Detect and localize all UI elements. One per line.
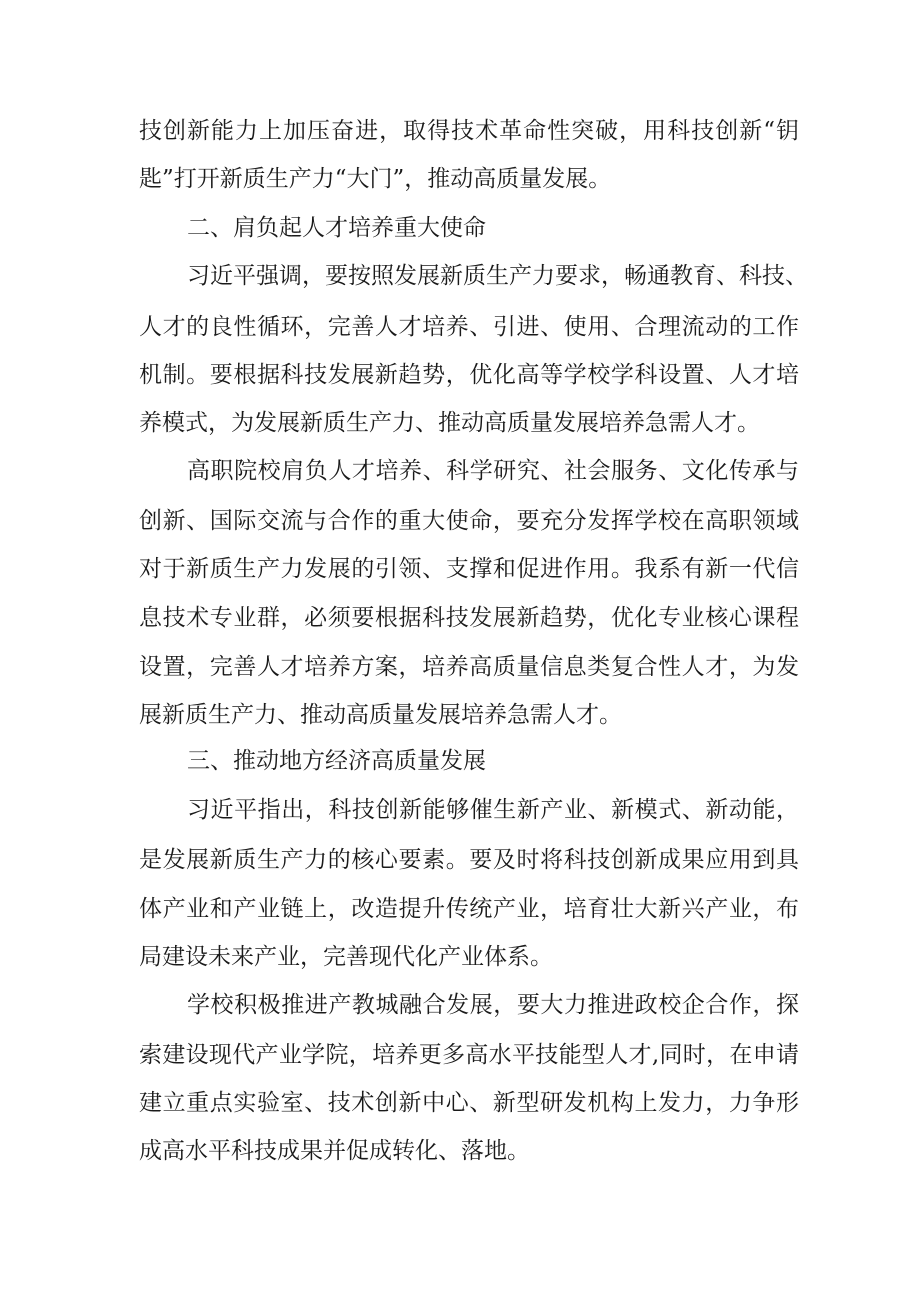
paragraph-line: 建立重点实验室、技术创新中心、新型研发机构上发力，力争形 (139, 1090, 799, 1116)
paragraph-line: 成高水平科技成果并促成转化、落地。 (139, 1138, 530, 1164)
paragraph-line: 高职院校肩负人才培养、科学研究、社会服务、文化传承与 (187, 458, 799, 484)
paragraph-line: 息技术专业群，必须要根据科技发展新趋势，优化专业核心课程 (139, 605, 799, 631)
paragraph-line: 习近平指出，科技创新能够催生新产业、新模式、新动能， (187, 797, 799, 823)
paragraph-line: 对于新质生产力发展的引领、支撑和促进作用。我系有新一代信 (139, 556, 799, 582)
paragraph-line: 匙”打开新质生产力“大门”，推动高质量发展。 (139, 166, 612, 192)
paragraph-line: 习近平强调，要按照发展新质生产力要求，畅通教育、科技、 (187, 263, 808, 289)
paragraph-line: 机制。要根据科技发展新趋势，优化高等学校学科设置、人才培 (139, 362, 799, 388)
paragraph-line: 索建设现代产业学院，培养更多高水平技能型人才,同时，在申请 (139, 1042, 799, 1068)
paragraph-line: 养模式，为发展新质生产力、推动高质量发展培养急需人才。 (139, 410, 760, 436)
paragraph-line: 创新、国际交流与合作的重大使命，要充分发挥学校在高职领域 (139, 508, 799, 534)
paragraph-line: 学校积极推进产教城融合发展，要大力推进政校企合作，探 (187, 992, 799, 1018)
paragraph-line: 人才的良性循环，完善人才培养、引进、使用、合理流动的工作 (139, 314, 799, 340)
paragraph-line: 是发展新质生产力的核心要素。要及时将科技创新成果应用到具 (139, 847, 799, 873)
section-heading-3: 三、推动地方经济高质量发展 (187, 748, 486, 774)
paragraph-line: 展新质生产力、推动高质量发展培养急需人才。 (139, 702, 622, 728)
paragraph-line: 局建设未来产业，完善现代化产业体系。 (139, 944, 553, 970)
paragraph-line: 体产业和产业链上，改造提升传统产业，培育壮大新兴产业，布 (139, 896, 799, 922)
section-heading-2: 二、肩负起人才培养重大使命 (187, 215, 486, 241)
paragraph-line: 设置，完善人才培养方案，培养高质量信息类复合性人才，为发 (139, 654, 799, 680)
paragraph-line: 技创新能力上加压奋进，取得技术革命性突破，用科技创新“钥 (139, 118, 799, 144)
